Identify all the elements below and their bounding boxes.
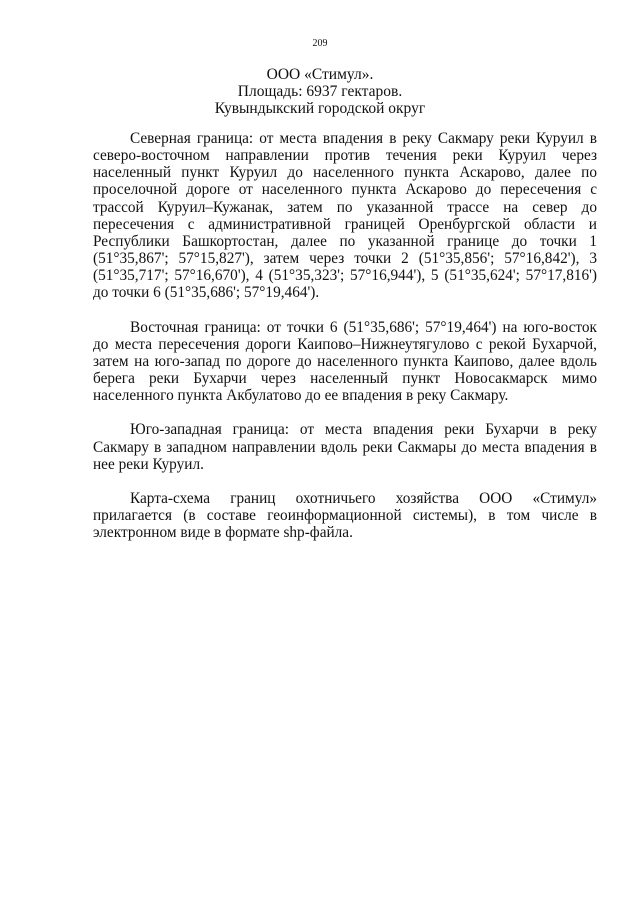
southwest-boundary-paragraph: Юго-западная граница: от места впадения реки Бухарчи в реку Сакмару в западном направлении вдоль реки Сакмары до места впадения в нее реки Куруил. bbox=[93, 421, 597, 473]
east-boundary-paragraph: Восточная граница: от точки 6 (51°35,686'; 57°19,464') на юго-восток до места пересечения дороги Каипово–Нижнеутягулово с рекой Бухарчой, затем на юго-запад по дороге до населенного пункта Каипово, далее вдоль берега реки Бухарчи через населенный пункт Новосакмарск мимо населенного пункта Акбулатово до ее впадения в реку Сакмару. bbox=[93, 318, 597, 405]
map-note-paragraph: Карта-схема границ охотничьего хозяйства ООО «Стимул» прилагается (в составе геоинформационной системы), в том числе в электронном виде в формате shp-файла. bbox=[93, 489, 597, 542]
page-number: 209 bbox=[312, 38, 328, 49]
district-line: Кувындыкский городской округ bbox=[214, 100, 426, 117]
area-line: Площадь: 6937 гектаров. bbox=[237, 83, 403, 100]
document-header bbox=[0, 66, 640, 117]
organization-title: ООО «Стимул». bbox=[266, 66, 374, 83]
north-boundary-paragraph: Северная граница: от места впадения в реку Сакмару реки Куруил в северо-восточном направлении против течения реки Куруил через населенный пункт Куруил до населенного пункта Аскарово, далее по проселочной дороге от населенного пункта Аскарово до пересечения с трассой Куруил–Кужанак, затем по указанной трассе на север до пересечения с административной границей Оренбургской области и Республики Башкортостан, далее по указанной границе до точки 1 (51°35,867'; 57°15,827'), затем через точки 2 (51°35,856'; 57°16,842'), 3 (51°35,717'; 57°16,670'), 4 (51°35,323'; 57°16,944'), 5 (51°35,624'; 57°17,816') до точки 6 (51°35,686'; 57°19,464'). bbox=[93, 130, 597, 302]
document-body bbox=[93, 130, 597, 558]
